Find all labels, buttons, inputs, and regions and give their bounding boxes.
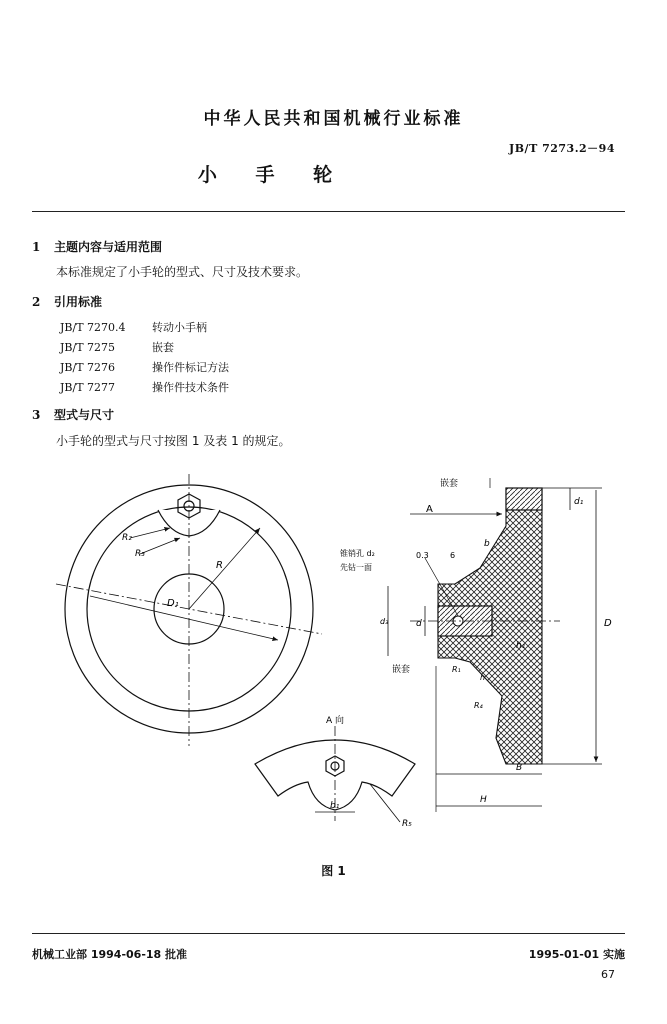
section-2-title: 引用标准 xyxy=(54,295,103,309)
section-3-number: 3 xyxy=(32,408,41,422)
reference-code: JB/T 7276 xyxy=(60,361,116,374)
label-b-small: b xyxy=(484,539,490,549)
label-d: d xyxy=(416,619,422,629)
issuing-organization: 中华人民共和国机械行业标准 xyxy=(203,109,464,129)
r2-leader xyxy=(130,528,170,538)
label-a-view: A 向 xyxy=(326,716,345,726)
label-r2: R₂ xyxy=(122,533,132,543)
radius-r-leader xyxy=(189,528,260,609)
label-qiantao-bottom: 嵌套 xyxy=(392,665,411,675)
header-rule xyxy=(32,211,625,212)
reference-name: 操作件标记方法 xyxy=(152,361,229,374)
reference-code: JB/T 7275 xyxy=(60,341,116,354)
section-1-title: 主题内容与适用范围 xyxy=(54,240,163,254)
section-2-heading xyxy=(32,293,102,310)
label-r5: R₅ xyxy=(402,819,412,829)
label-dim-b: B xyxy=(516,763,523,773)
reference-code: JB/T 7277 xyxy=(60,381,116,394)
section-view xyxy=(388,478,602,812)
section-2-number: 2 xyxy=(32,295,41,309)
label-d1-right: d₁ xyxy=(574,497,584,507)
label-h: h xyxy=(480,673,486,682)
label-qiantao-top: 嵌套 xyxy=(440,479,459,489)
label-dim-03: 0.3 xyxy=(416,551,429,560)
section-1-heading xyxy=(32,238,162,255)
label-r3: R₃ xyxy=(135,549,145,559)
section-3-text: 小手轮的型式与尺寸按图 1 及表 1 的规定。 xyxy=(56,434,291,448)
reference-name: 嵌套 xyxy=(152,341,174,354)
document-title: 小 手 轮 xyxy=(197,164,349,186)
label-r4: R₄ xyxy=(474,701,483,710)
dia-d1-leader xyxy=(90,596,278,640)
figure-caption: 图 1 xyxy=(321,864,346,878)
section-1-number: 1 xyxy=(32,240,41,254)
section-1-text: 本标准规定了小手轮的型式、尺寸及技术要求。 xyxy=(56,265,309,279)
label-d3: d₃ xyxy=(380,617,389,626)
label-dim-6: 6 xyxy=(450,551,456,560)
label-pin-hole: 锥销孔 d₂ xyxy=(340,549,375,558)
reference-item xyxy=(60,359,229,375)
section-3-title: 型式与尺寸 xyxy=(54,408,115,422)
reference-name: 转动小手柄 xyxy=(152,321,207,334)
label-drill-note: 先钻一面 xyxy=(340,563,372,572)
reference-item xyxy=(60,379,229,395)
label-b1: b₁ xyxy=(330,801,340,811)
footer-rule xyxy=(32,933,625,934)
page-number: 67 xyxy=(601,968,615,981)
reference-code: JB/T 7270.4 xyxy=(60,321,126,334)
label-dim-h: H xyxy=(480,795,487,805)
handwheel-drawing xyxy=(30,466,640,856)
front-view xyxy=(56,474,322,746)
label-d1: D₁ xyxy=(167,598,179,609)
standard-number: JB/T 7273.2－94 xyxy=(509,142,615,155)
label-r1: R₁ xyxy=(452,665,461,674)
approval-note: 机械工业部 1994-06-18 批准 xyxy=(32,948,188,961)
implementation-note: 1995-01-01 实施 xyxy=(528,948,625,961)
reference-item xyxy=(60,339,174,355)
label-a-arrow: A xyxy=(426,504,433,515)
label-dia-d: D xyxy=(604,618,612,629)
reference-name: 操作件技术条件 xyxy=(152,381,229,394)
r3-leader xyxy=(140,538,180,554)
top-insert-hatch xyxy=(506,488,542,510)
label-h1: h₁ xyxy=(516,641,526,651)
section-3-heading xyxy=(32,406,114,423)
label-r: R xyxy=(216,560,223,571)
reference-item xyxy=(60,319,207,335)
r5-leader xyxy=(370,784,400,822)
